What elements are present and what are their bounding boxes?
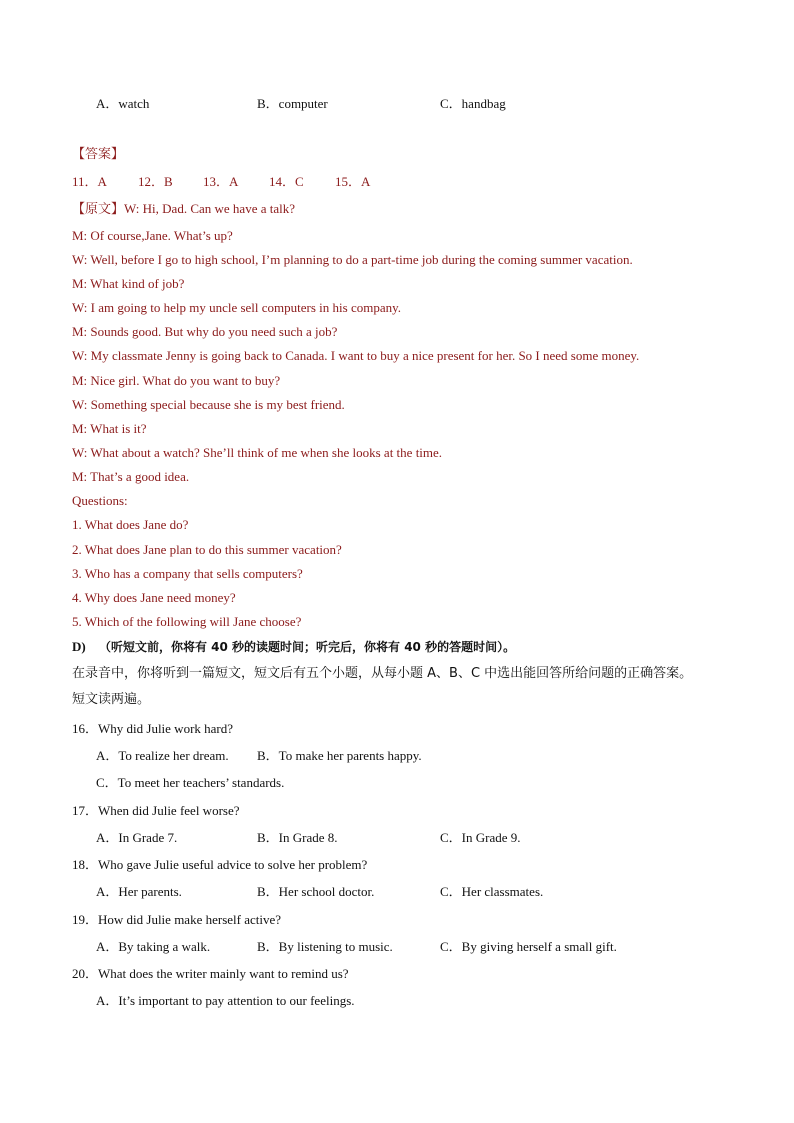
questions-label: Questions:	[72, 493, 128, 508]
transcript-question: 3. Who has a company that sells computers?	[72, 566, 303, 581]
option-a: A．In Grade 7.	[96, 830, 178, 845]
answer-item: 15．A	[335, 174, 371, 189]
option-c: C．handbag	[440, 96, 506, 111]
transcript-line: W: Well, before I go to high school, I’m planning to do a part-time job during the coming summer vacation.	[72, 252, 633, 267]
answer-item: 13．A	[203, 174, 239, 189]
transcript-line: W: What about a watch? She’ll think of me when she looks at the time.	[72, 445, 443, 460]
transcript-question: 5. Which of the following will Jane choose?	[72, 614, 302, 629]
question-20: 20．What does the writer mainly want to remind us?	[72, 966, 349, 981]
transcript-label: 【原文】	[72, 202, 125, 217]
transcript-line: M: That’s a good idea.	[72, 469, 190, 484]
answer-label: 【答案】	[72, 147, 125, 162]
transcript-line: M: Nice girl. What do you want to buy?	[72, 373, 281, 388]
section-d-instruction: 在录音中，你将听到一篇短文，短文后有五个小题，从每小题 A、B、C 中选出能回答所给问题的正确答案。	[72, 666, 693, 681]
answer-item: 12．B	[138, 174, 173, 189]
option-a: A．watch	[96, 96, 150, 111]
transcript-line: M: Of course,Jane. What’s up?	[72, 228, 233, 243]
option-b: B．Her school doctor.	[257, 884, 375, 899]
transcript-line: W: My classmate Jenny is going back to Canada. I want to buy a nice present for her. So I need some money.	[72, 348, 640, 363]
question-18: 18．Who gave Julie useful advice to solve her problem?	[72, 857, 368, 872]
option-b: B．computer	[257, 96, 328, 111]
section-d-instruction: 短文读两遍。	[72, 692, 151, 707]
option-c: C．By giving herself a small gift.	[440, 939, 617, 954]
question-17: 17．When did Julie feel worse?	[72, 803, 240, 818]
transcript-line: W: Hi, Dad. Can we have a talk?	[124, 201, 295, 216]
option-b: B．To make her parents happy.	[257, 748, 422, 763]
option-b: B．By listening to music.	[257, 939, 393, 954]
transcript-line: W: I am going to help my uncle sell computers in his company.	[72, 300, 402, 315]
transcript-line: M: What kind of job?	[72, 276, 185, 291]
option-a: A．To realize her dream.	[96, 748, 229, 763]
transcript-question: 1. What does Jane do?	[72, 517, 189, 532]
answer-item: 14．C	[269, 174, 304, 189]
option-a: A．Her parents.	[96, 884, 182, 899]
answer-item: 11．A	[72, 174, 107, 189]
transcript-first-line	[72, 201, 295, 218]
option-a: A．It’s important to pay attention to our feelings.	[96, 993, 355, 1008]
option-b: B．In Grade 8.	[257, 830, 338, 845]
transcript-line: M: What is it?	[72, 421, 147, 436]
section-d-note: （听短文前，你将有 40 秒的读题时间；听完后，你将有 40 秒的答题时间）。	[98, 640, 516, 654]
transcript-question: 4. Why does Jane need money?	[72, 590, 236, 605]
question-19: 19．How did Julie make herself active?	[72, 912, 282, 927]
option-c: C．To meet her teachers’ standards.	[96, 775, 285, 790]
transcript-question: 2. What does Jane plan to do this summer vacation?	[72, 542, 342, 557]
option-a: A．By taking a walk.	[96, 939, 211, 954]
section-d-heading	[72, 639, 515, 655]
transcript-line: W: Something special because she is my best friend.	[72, 397, 345, 412]
section-d-label: D)	[72, 639, 86, 654]
option-c: C．Her classmates.	[440, 884, 544, 899]
transcript-line: M: Sounds good. But why do you need such a job?	[72, 324, 338, 339]
question-16: 16．Why did Julie work hard?	[72, 721, 234, 736]
option-c: C．In Grade 9.	[440, 830, 521, 845]
